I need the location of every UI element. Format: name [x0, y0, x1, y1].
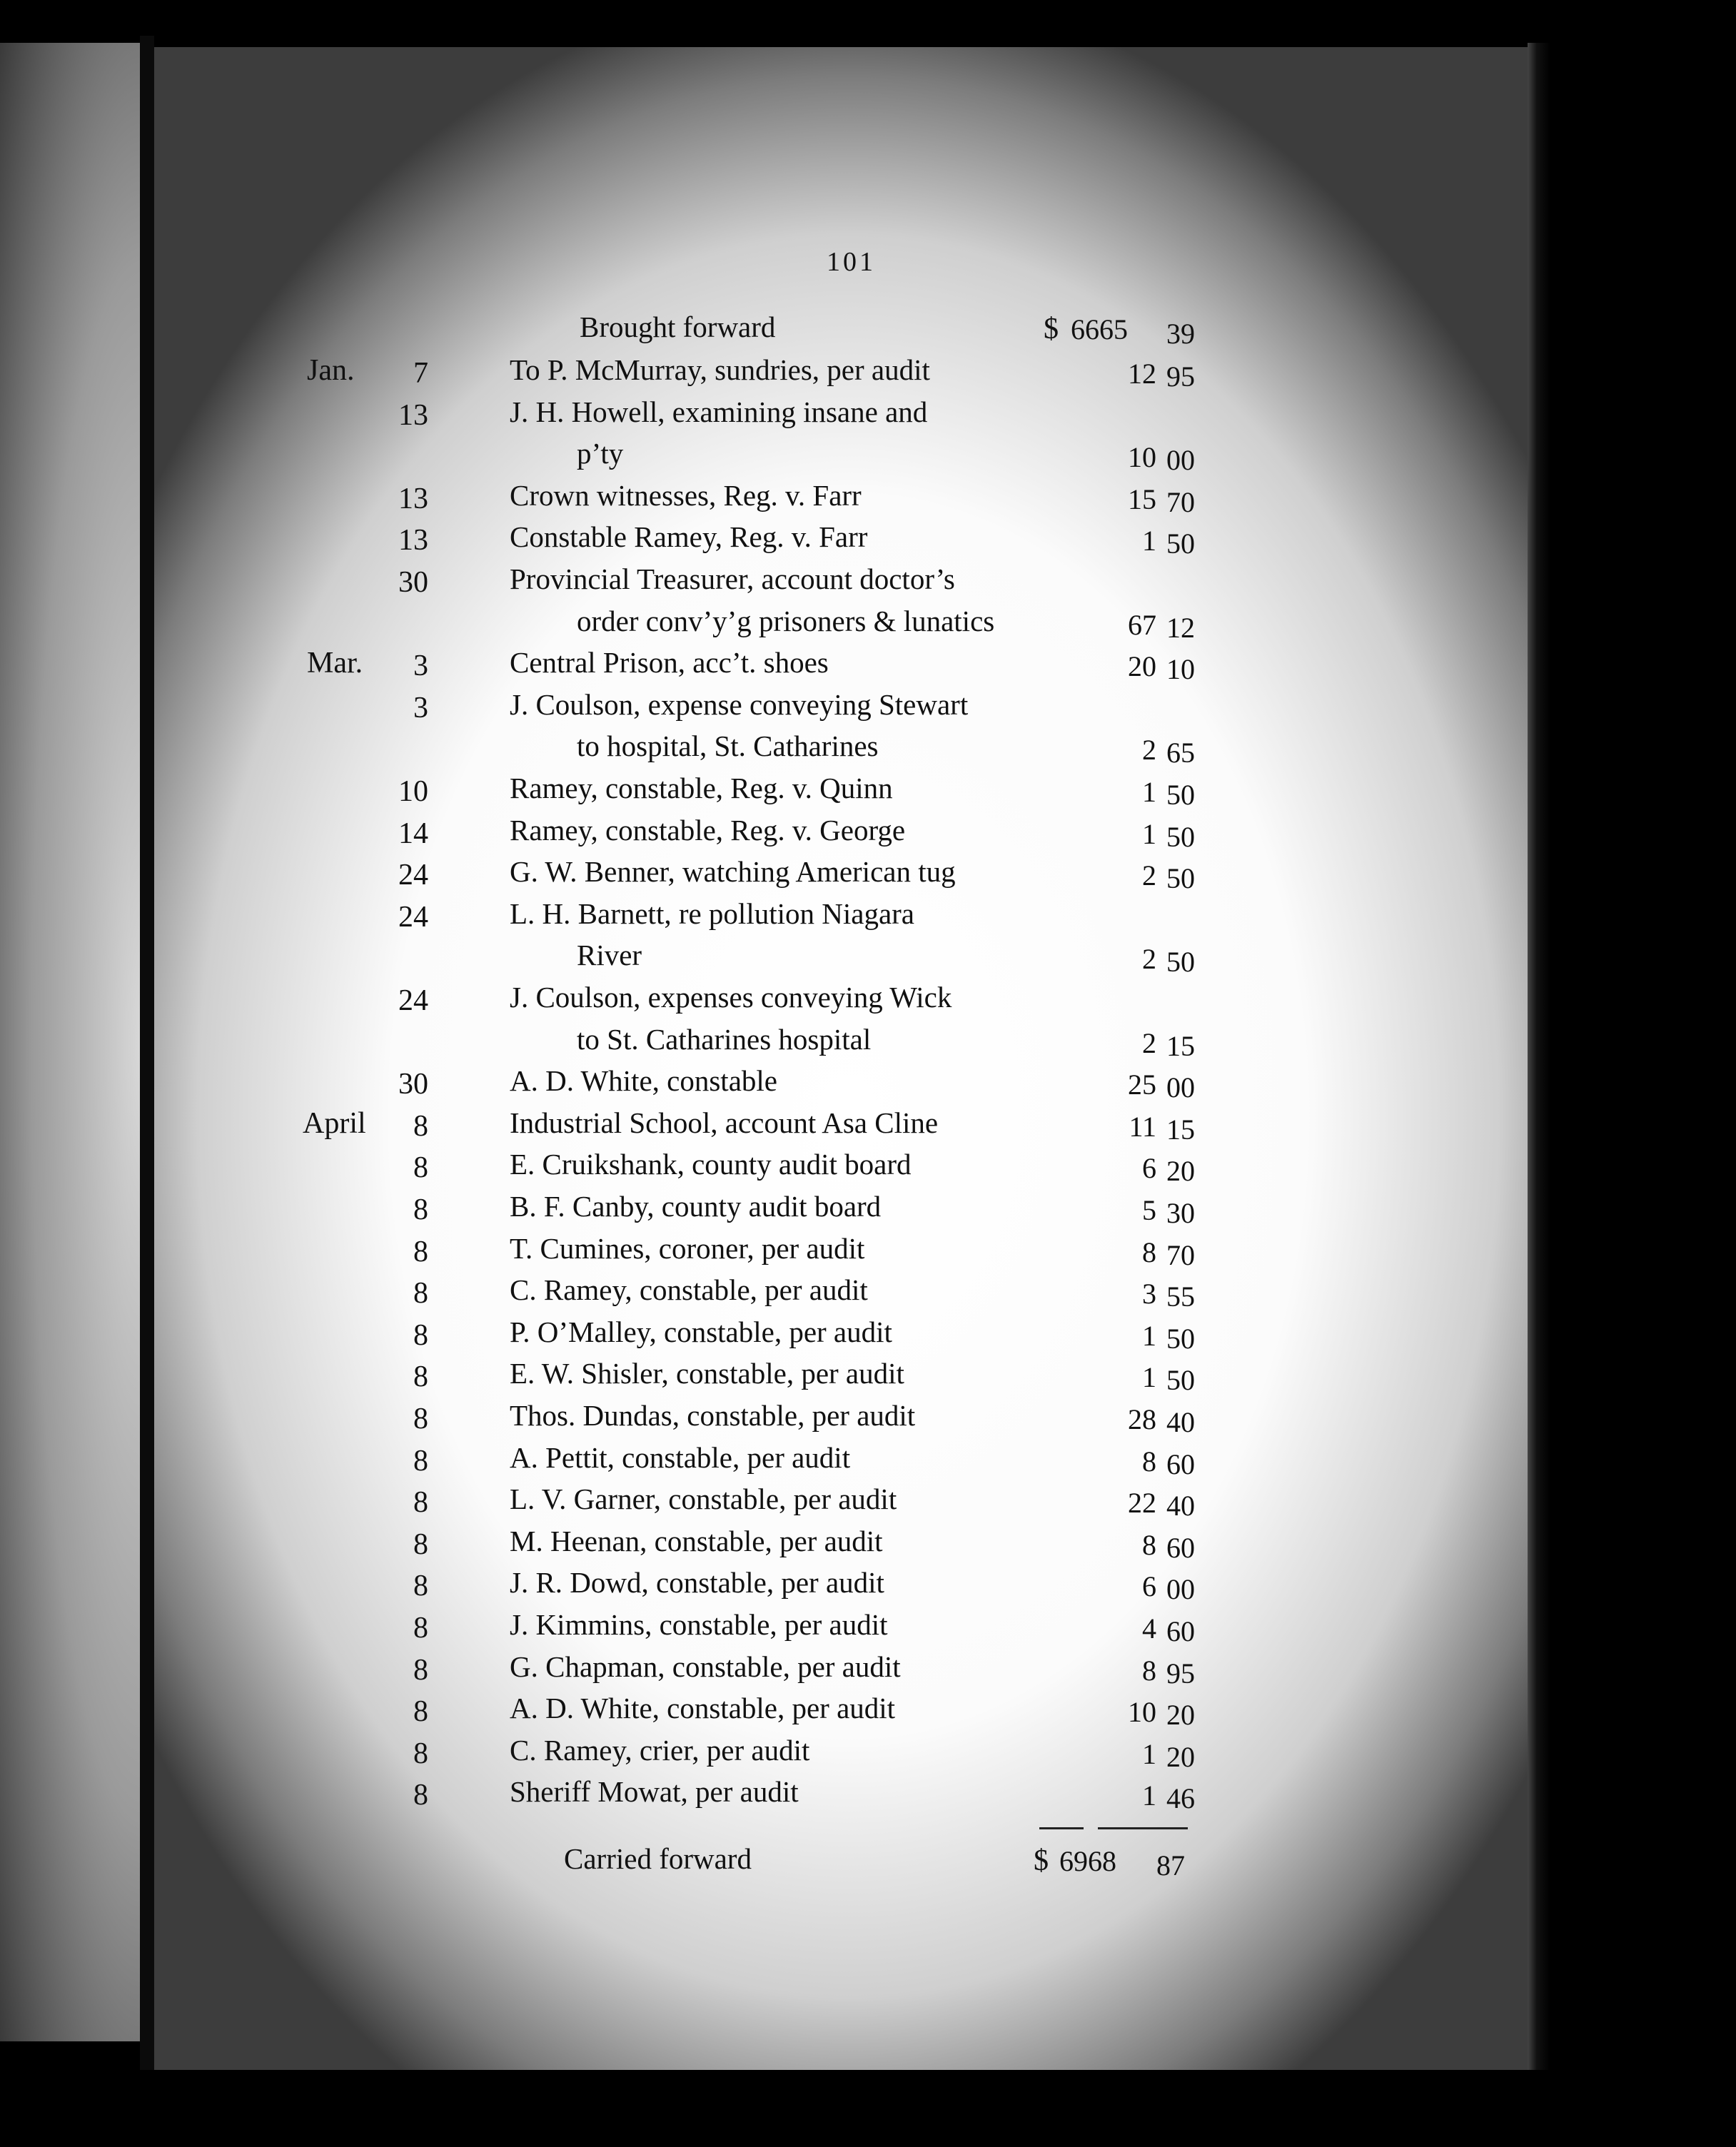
- entry-description-continued: to St. Catharines hospital: [577, 1022, 872, 1056]
- entry-day: 30: [398, 1068, 428, 1101]
- entry-dollars: 6: [1142, 1152, 1156, 1185]
- entry-description-continued: p’ty: [577, 437, 624, 470]
- entry-cents: 60: [1166, 1531, 1195, 1564]
- entry-description: L. V. Garner, constable, per audit: [510, 1482, 897, 1516]
- entry-dollars: 8: [1142, 1654, 1156, 1687]
- entry-day: 7: [413, 357, 428, 390]
- entry-cents: 50: [1166, 527, 1195, 560]
- entry-day: 8: [413, 1486, 428, 1520]
- entry-day: 8: [413, 1151, 428, 1185]
- entry-day: 24: [398, 859, 428, 892]
- total-rule-dollars: [1039, 1827, 1084, 1829]
- entry-cents: 20: [1166, 1740, 1195, 1773]
- entry-cents: 60: [1166, 1615, 1195, 1647]
- entry-description: A. Pettit, constable, per audit: [510, 1440, 851, 1474]
- entry-dollars: 8: [1142, 1445, 1156, 1477]
- entry-description: T. Cumines, coroner, per audit: [510, 1231, 865, 1265]
- entry-day: 8: [413, 1235, 428, 1268]
- entry-cents: 40: [1166, 1490, 1195, 1522]
- entry-description: Thos. Dundas, constable, per audit: [510, 1399, 916, 1432]
- entry-dollars: 8: [1142, 1528, 1156, 1561]
- entry-day: 8: [413, 1193, 428, 1226]
- entry-cents: 70: [1166, 485, 1195, 518]
- entry-cents: 10: [1166, 653, 1195, 686]
- entry-description: L. H. Barnett, re pollution Niagara: [510, 896, 914, 930]
- entry-description: J. R. Dowd, constable, per audit: [510, 1566, 884, 1600]
- entry-day: 3: [413, 650, 428, 683]
- entry-month: April: [303, 1106, 366, 1140]
- entry-description: M. Heenan, constable, per audit: [510, 1524, 883, 1557]
- book-gutter: [140, 36, 154, 2098]
- entry-description: To P. McMurray, sundries, per audit: [510, 353, 930, 386]
- entry-day: 8: [413, 1318, 428, 1352]
- entry-day: 8: [413, 1444, 428, 1477]
- entry-cents: 46: [1166, 1782, 1195, 1815]
- entry-description: A. D. White, constable, per audit: [510, 1692, 896, 1725]
- entry-dollars: 22: [1128, 1487, 1156, 1520]
- entry-description: E. W. Shisler, constable, per audit: [510, 1357, 904, 1390]
- entry-dollars: 2: [1142, 734, 1156, 767]
- entry-day: 24: [398, 900, 428, 934]
- entry-dollars: 4: [1142, 1612, 1156, 1645]
- entry-dollars: 2: [1142, 943, 1156, 976]
- entry-day: 8: [413, 1695, 428, 1729]
- carried-forward-dollars: 6968: [1059, 1845, 1116, 1877]
- carried-forward-cents: 87: [1156, 1849, 1185, 1881]
- entry-day: 30: [398, 566, 428, 599]
- entry-day: 13: [398, 398, 428, 432]
- entry-description: Crown witnesses, Reg. v. Farr: [510, 478, 862, 512]
- entry-cents: 95: [1166, 360, 1195, 393]
- entry-dollars: 20: [1128, 650, 1156, 683]
- entry-cents: 15: [1166, 1113, 1195, 1146]
- entry-description: Ramey, constable, Reg. v. Quinn: [510, 772, 893, 804]
- entry-day: 13: [398, 524, 428, 557]
- entry-description: J. Coulson, expense conveying Stewart: [510, 687, 969, 721]
- entry-cents: 50: [1166, 862, 1195, 895]
- entry-cents: 70: [1166, 1238, 1195, 1271]
- entry-dollars: 5: [1142, 1194, 1156, 1226]
- page-edge-shadow: [1528, 43, 1550, 2106]
- entry-description: J. H. Howell, examining insane and: [510, 395, 928, 428]
- entry-dollars: 2: [1142, 859, 1156, 892]
- scan-border: [0, 2070, 1736, 2147]
- entry-dollars: 1: [1142, 817, 1156, 850]
- entry-day: 13: [398, 482, 428, 515]
- entry-day: 8: [413, 1403, 428, 1435]
- entry-description: C. Ramey, crier, per audit: [510, 1733, 810, 1767]
- entry-description: Ramey, constable, Reg. v. George: [510, 813, 906, 847]
- entry-description: C. Ramey, constable, per audit: [510, 1273, 868, 1307]
- entry-day: 8: [413, 1570, 428, 1603]
- entry-dollars: 3: [1142, 1278, 1156, 1310]
- entry-dollars: 8: [1142, 1236, 1156, 1268]
- entry-day: 24: [398, 984, 428, 1017]
- entry-dollars: 10: [1128, 441, 1156, 474]
- entry-description: Sheriff Mowat, per audit: [510, 1775, 799, 1809]
- entry-cents: 15: [1166, 1029, 1195, 1062]
- entry-dollars: 15: [1128, 483, 1156, 515]
- entry-cents: 55: [1166, 1280, 1195, 1313]
- carried-forward-currency: $: [1034, 1844, 1049, 1877]
- entry-day: 8: [413, 1653, 428, 1687]
- entry-description: J. Coulson, expenses conveying Wick: [510, 981, 952, 1014]
- entry-day: 8: [413, 1109, 428, 1143]
- entry-description: B. F. Canby, county audit board: [510, 1190, 882, 1223]
- entry-description-continued: River: [577, 939, 642, 972]
- entry-cents: 40: [1166, 1406, 1195, 1438]
- entry-cents: 65: [1166, 737, 1195, 769]
- entry-dollars: 10: [1128, 1696, 1156, 1729]
- entry-description: G. Chapman, constable, per audit: [510, 1650, 901, 1683]
- total-rule-cents: [1098, 1827, 1188, 1829]
- carried-forward-label: Carried forward: [564, 1842, 752, 1875]
- entry-month: Mar.: [307, 647, 363, 680]
- entry-cents: 00: [1166, 444, 1195, 477]
- entry-month: Jan.: [307, 354, 355, 387]
- entry-description: P. O’Malley, constable, per audit: [510, 1315, 892, 1348]
- entry-dollars: 28: [1128, 1403, 1156, 1435]
- entry-cents: 50: [1166, 1364, 1195, 1397]
- entry-description: E. Cruikshank, county audit board: [510, 1148, 912, 1181]
- entry-description: A. D. White, constable: [510, 1064, 777, 1098]
- entry-day: 8: [413, 1612, 428, 1645]
- entry-day: 8: [413, 1527, 428, 1561]
- entry-description-continued: order conv’y’g prisoners & lunatics: [577, 604, 995, 637]
- brought-forward-cents: 39: [1166, 318, 1195, 350]
- entry-description: Constable Ramey, Reg. v. Farr: [510, 520, 868, 554]
- entry-dollars: 1: [1142, 776, 1156, 808]
- entry-cents: 20: [1166, 1155, 1195, 1188]
- entry-cents: 12: [1166, 611, 1195, 644]
- entry-cents: 50: [1166, 779, 1195, 811]
- brought-forward-dollars: 6665: [1071, 313, 1128, 345]
- entry-day: 10: [398, 775, 428, 808]
- entry-day: 8: [413, 1360, 428, 1394]
- entry-dollars: 12: [1128, 358, 1156, 390]
- entry-dollars: 11: [1129, 1110, 1156, 1143]
- entry-cents: 50: [1166, 946, 1195, 979]
- entry-description: J. Kimmins, constable, per audit: [510, 1608, 888, 1641]
- brought-forward-currency: $: [1044, 313, 1059, 345]
- entry-day: 8: [413, 1737, 428, 1770]
- entry-day: 8: [413, 1779, 428, 1812]
- entry-dollars: 1: [1142, 1319, 1156, 1352]
- entry-description: Provincial Treasurer, account doctor’s: [510, 562, 955, 595]
- entry-dollars: 67: [1128, 608, 1156, 641]
- entry-dollars: 25: [1128, 1069, 1156, 1101]
- entry-dollars: 1: [1142, 525, 1156, 557]
- facing-page-edge: [0, 43, 143, 2041]
- entry-cents: 30: [1166, 1197, 1195, 1229]
- brought-forward-label: Brought forward: [580, 310, 776, 343]
- entry-description: G. W. Benner, watching American tug: [510, 855, 956, 889]
- entry-cents: 95: [1166, 1657, 1195, 1689]
- entry-cents: 20: [1166, 1699, 1195, 1732]
- entry-cents: 00: [1166, 1573, 1195, 1606]
- entry-cents: 00: [1166, 1071, 1195, 1104]
- entry-cents: 50: [1166, 1322, 1195, 1355]
- page-number: 101: [827, 247, 876, 277]
- entry-dollars: 6: [1142, 1570, 1156, 1603]
- entry-description-continued: to hospital, St. Catharines: [577, 729, 879, 763]
- entry-day: 3: [413, 691, 428, 724]
- entry-description: Central Prison, acc’t. shoes: [510, 646, 829, 680]
- entry-dollars: 1: [1142, 1361, 1156, 1394]
- entry-cents: 50: [1166, 820, 1195, 853]
- entry-day: 14: [398, 817, 428, 850]
- entry-cents: 60: [1166, 1448, 1195, 1480]
- entry-dollars: 1: [1142, 1779, 1156, 1812]
- entry-description: Industrial School, account Asa Cline: [510, 1106, 939, 1139]
- entry-dollars: 1: [1142, 1737, 1156, 1770]
- entry-day: 8: [413, 1277, 428, 1310]
- entry-dollars: 2: [1142, 1026, 1156, 1059]
